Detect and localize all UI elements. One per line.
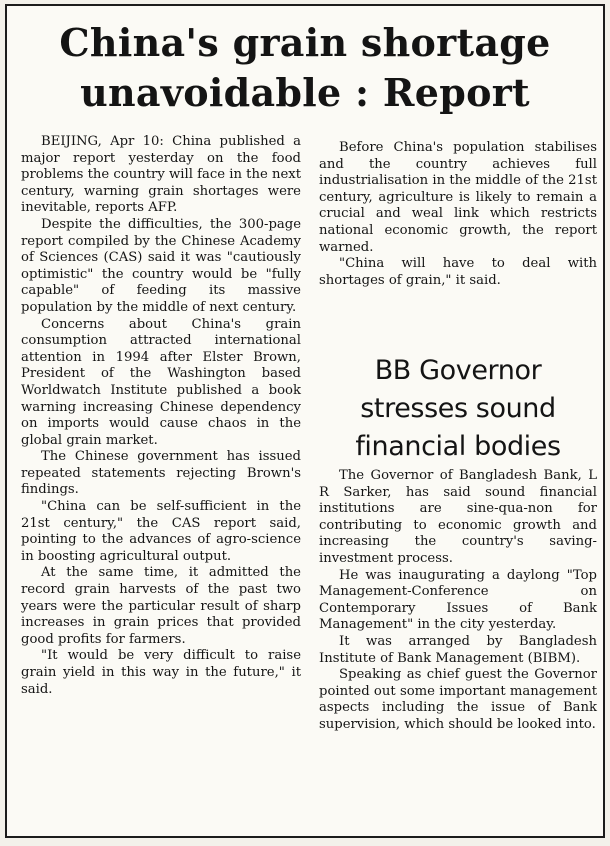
article-headline-china-grain [7,18,603,118]
article-paragraph: Before China's population stabilises and the country achieves full industrialisation in the middle of the 21st century, agriculture is likely to remain a crucial and weal link which restricts national economic growth, the report warned. [319,140,597,255]
article-china-column-1 [21,134,301,698]
article-paragraph: Concerns about China's grain consumption attracted international attention in 1994 after Elster Brown, President of the Washington based Worldwatch Institute published a book warning increasing Chinese dependency on imports would cause chaos in the global grain market. [21,316,301,448]
article-paragraph: He was inaugurating a daylong "Top Management-Conference on Contemporary Issues of Bank Management" in the city yesterday. [319,567,597,633]
headline-line-1: BB Governor [374,355,542,386]
article-paragraph: At the same time, it admitted the record grain harvests of the past two years were the particular result of sharp increases in grain prices that provided good profits for farmers. [21,565,301,647]
newspaper-clipping [5,4,605,838]
article-bb-governor-body [319,468,597,734]
article-headline-bb-governor [319,352,597,466]
article-paragraph: Speaking as chief guest the Governor pointed out some important management aspects including the issue of Bank supervision, which should be looked into. [319,667,597,732]
article-paragraph: "It would be very difficult to raise grain yield in this way in the future," it said. [21,648,301,697]
headline-line-2: unavoidable : Report [80,70,530,115]
article-paragraph: "China will have to deal with shortages of grain," it said. [319,256,597,288]
article-paragraph: The Chinese government has issued repeated statements rejecting Brown's findings. [21,449,301,498]
article-paragraph: "China can be self-sufficient in the 21st century," the CAS report said, pointing to the advances of agro-science in boosting agricultural output. [21,499,301,564]
headline-line-3: financial bodies [355,431,561,462]
article-paragraph: It was arranged by Bangladesh Institute of Bank Management (BIBM). [319,633,597,666]
article-paragraph: The Governor of Bangladesh Bank, L R Sarker, has said sound financial institutions are sine-qua-non for contributing to economic growth and increasing the country's saving-investment process. [319,468,597,566]
article-paragraph: BEIJING, Apr 10: China published a major report yesterday on the food problems the country will face in the next century, warning grain shortages were inevitable, reports AFP. [21,134,301,216]
headline-line-2: stresses sound [360,393,556,424]
article-china-column-2 [319,140,597,289]
headline-line-1: China's grain shortage [59,20,551,65]
article-paragraph: Despite the difficulties, the 300-page report compiled by the Chinese Academy of Sciences (CAS) said it was "cautiously optimistic" the country would be "fully capable" of feeding its massive population by the middle of next century. [21,216,301,315]
